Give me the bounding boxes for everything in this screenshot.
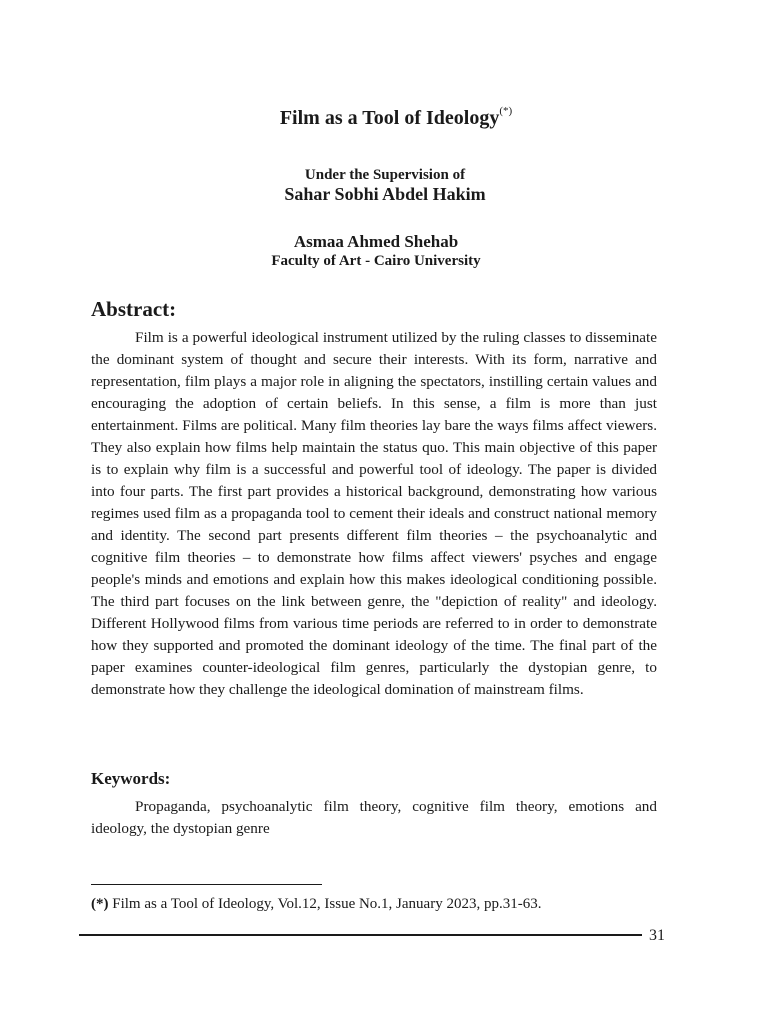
supervisor-name: Sahar Sobhi Abdel Hakim xyxy=(284,184,486,204)
footnote xyxy=(91,894,671,914)
supervision-label: Under the Supervision of xyxy=(304,167,466,183)
paper-title xyxy=(0,104,770,132)
footnote-divider xyxy=(91,884,322,885)
page-footer-rule xyxy=(79,934,642,936)
title-footnote-marker: (*) xyxy=(499,105,513,117)
keywords-body: Propaganda, psychoanalytic film theory, cognitive film theory, emotions and ideology, the dystopian genre xyxy=(91,798,657,837)
paper-title-text: Film as a Tool of Ideology xyxy=(279,107,500,129)
footnote-text: Film as a Tool of Ideology, Vol.12, Issue No.1, January 2023, pp.31-63. xyxy=(108,896,542,912)
abstract-body: Film is a powerful ideological instrument utilized by the ruling classes to disseminate the dominant system of thought and secure their interests. With its form, narrative and representation, film plays a major role in aligning the spectators, instilling certain values and encouraging the adoption of certain beliefs. In this sense, a film is more than just entertainment. Films are political. Many film theories lay bare the ways films affect viewers. They also explain how films help maintain the status quo. This main objective of this paper is to explain why film is a successful and powerful tool of ideology. The paper is divided into four parts. The first part provides a historical background, demonstrating how various regimes used film as a propaganda tool to cement their ideals and construct national memory and identity. The second part presents different film theories – the psychoanalytic and cognitive film theories – to demonstrate how films affect viewers' psyches and engage people's minds and emotions and explain how this makes ideological conditioning possible. The third part focuses on the link between genre, the "depiction of reality" and ideology. Different Hollywood films from various time periods are referred to in order to demonstrate how they supported and promoted the dominant ideology of the time. The final part of the paper examines counter-ideological film genres, particularly the dystopian genre, to demonstrate how they challenge the ideological domination of mainstream films. xyxy=(91,329,657,698)
abstract-heading: Abstract: xyxy=(91,297,177,321)
author-name: Asmaa Ahmed Shehab xyxy=(293,232,459,251)
page-number: 31 xyxy=(649,927,665,944)
keywords-heading: Keywords: xyxy=(91,769,171,788)
author-affiliation: Faculty of Art - Cairo University xyxy=(271,253,481,269)
footnote-marker: (*) xyxy=(91,896,109,912)
